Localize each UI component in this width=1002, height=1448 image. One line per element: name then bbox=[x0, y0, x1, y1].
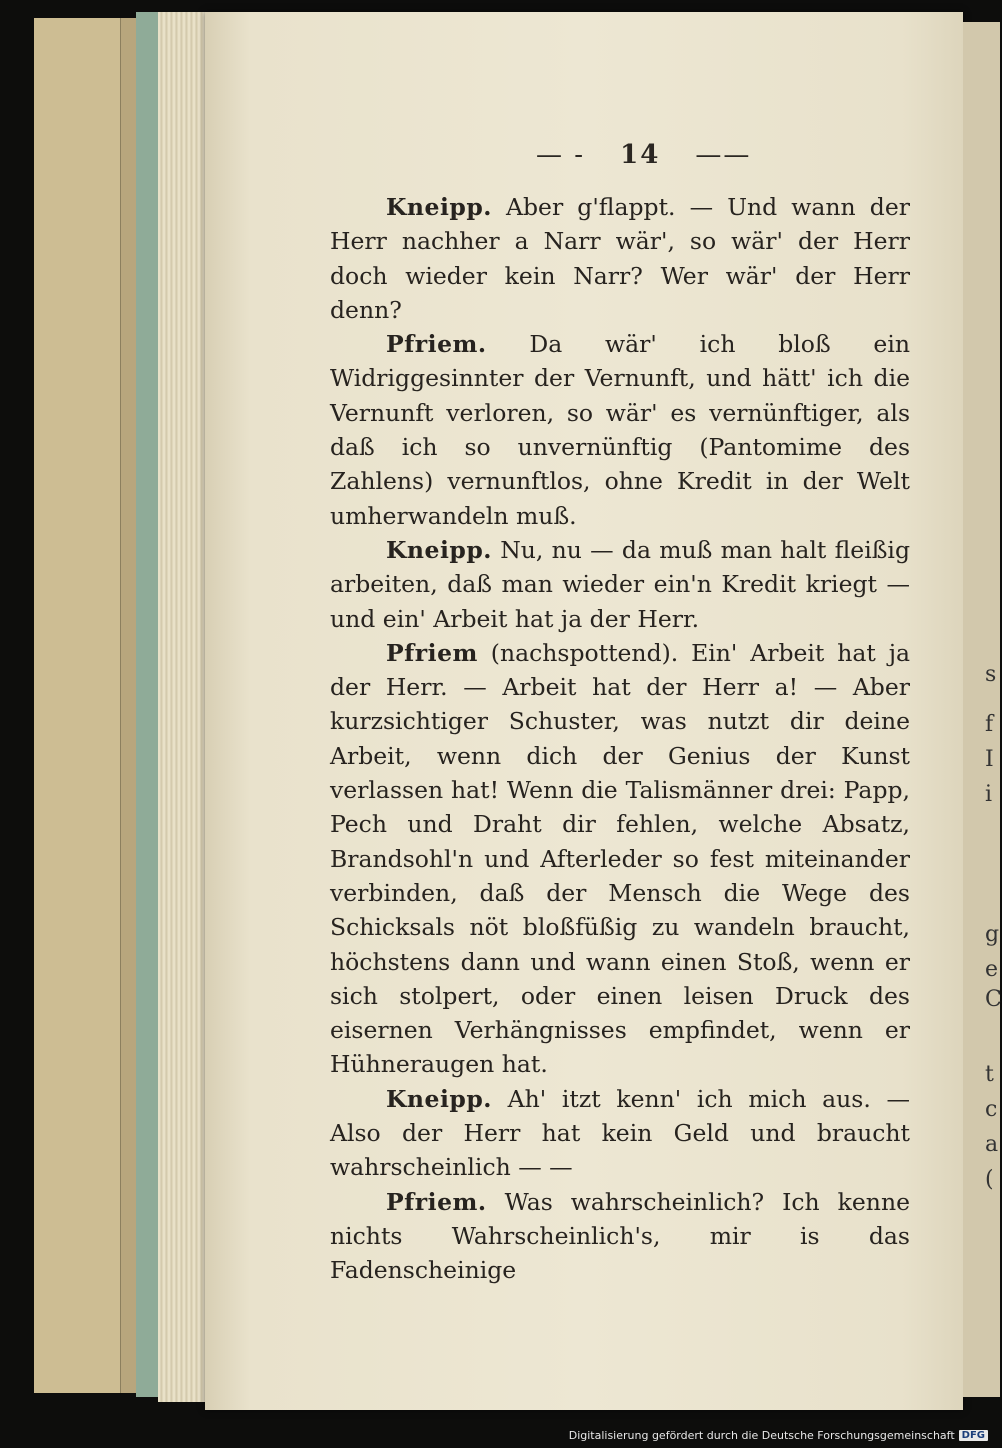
dialogue-paragraph bbox=[330, 636, 910, 1082]
speaker-name: Kneipp. bbox=[386, 535, 492, 564]
next-page-fragment: a bbox=[985, 1132, 999, 1157]
dialogue-text: (nachspottend). Ein' Arbeit hat ja der Herr. — Arbeit hat der Herr a! — Aber kurzsichtiger Schuster, was nutzt dir deine Arbeit, wenn dich der Genius der Kunst verlassen hat! Wenn die Talismänner drei: Papp, Pech und Draht dir fehlen, welche Absatz, Brandsohl'n und Afterleder so fest miteinander verbinden, daß der Mensch die Wege des Schicksals nöt bloßfüßig zu wandeln braucht, höchstens dann und wann einen Stoß, wenn er sich stolpert, oder einen leisen Druck des eisernen Verhängnisses empfindet, wenn er Hühneraugen hat. bbox=[330, 638, 910, 1079]
dialogue-paragraph bbox=[330, 533, 910, 636]
header-rule-right: —— bbox=[695, 140, 752, 170]
page-header bbox=[536, 140, 751, 170]
header-rule-left: — - bbox=[536, 140, 586, 170]
speaker-name: Pfriem bbox=[386, 638, 478, 667]
dialogue-paragraph bbox=[330, 327, 910, 533]
dialogue-text: Nu, nu — da muß man halt fleißig arbeiten, daß man wieder ein'n Kredit kriegt — und ein' Arbeit hat ja der Herr. bbox=[330, 535, 910, 633]
footer-text: Digitalisierung gefördert durch die Deutsche Forschungsgemeinschaft bbox=[568, 1429, 955, 1442]
next-page-fragment: t bbox=[985, 1062, 994, 1087]
dfg-logo-icon: DFG bbox=[959, 1430, 988, 1441]
next-page-fragment: f bbox=[985, 712, 994, 737]
dialogue-paragraph bbox=[330, 1185, 910, 1288]
digitization-footer bbox=[569, 1429, 988, 1442]
dialogue-paragraph bbox=[330, 1082, 910, 1185]
next-page-fragment: g bbox=[985, 922, 1000, 947]
speaker-name: Kneipp. bbox=[386, 193, 492, 221]
next-page-fragment: s bbox=[985, 662, 997, 687]
next-page-fragment: i bbox=[985, 782, 993, 807]
body-text bbox=[330, 190, 910, 1288]
dialogue-text: Da wär' ich bloß ein Widriggesinnter der Vernunft, und hätt' ich die Vernunft verloren, so wär' es vernünftiger, als daß ich so unvernünftig (Pantomime des Zahlens) vernunftlos, ohne Kredit in der Welt umherwandeln muß. bbox=[330, 330, 910, 530]
dialogue-text: Ah' itzt kenn' ich mich aus. — Also der Herr hat kein Geld und braucht wahrscheinlich — — bbox=[330, 1084, 910, 1182]
next-page-edge bbox=[963, 22, 1000, 1397]
green-endpaper bbox=[136, 12, 158, 1397]
dialogue-text: Aber g'flappt. — Und wann der Herr nachher a Narr wär', so wär' der Herr doch wieder kein Narr? Wer wär' der Herr denn? bbox=[330, 193, 910, 324]
next-page-fragment: C bbox=[985, 987, 1002, 1012]
speaker-name: Pfriem. bbox=[386, 330, 487, 359]
next-page-fragment: e bbox=[985, 957, 999, 982]
speaker-name: Pfriem. bbox=[386, 1187, 487, 1216]
dialogue-text: Was wahrscheinlich? Ich kenne nichts Wahrscheinlich's, mir is das Fadenscheinige bbox=[330, 1187, 910, 1285]
dialogue-paragraph bbox=[330, 190, 910, 327]
next-page-fragment: ( bbox=[985, 1167, 994, 1192]
next-page-fragment: I bbox=[985, 747, 994, 772]
page-stack-edges bbox=[158, 12, 210, 1402]
speaker-name: Kneipp. bbox=[386, 1084, 492, 1113]
page-number: 14 bbox=[620, 140, 661, 170]
next-page-fragment: c bbox=[985, 1097, 998, 1122]
